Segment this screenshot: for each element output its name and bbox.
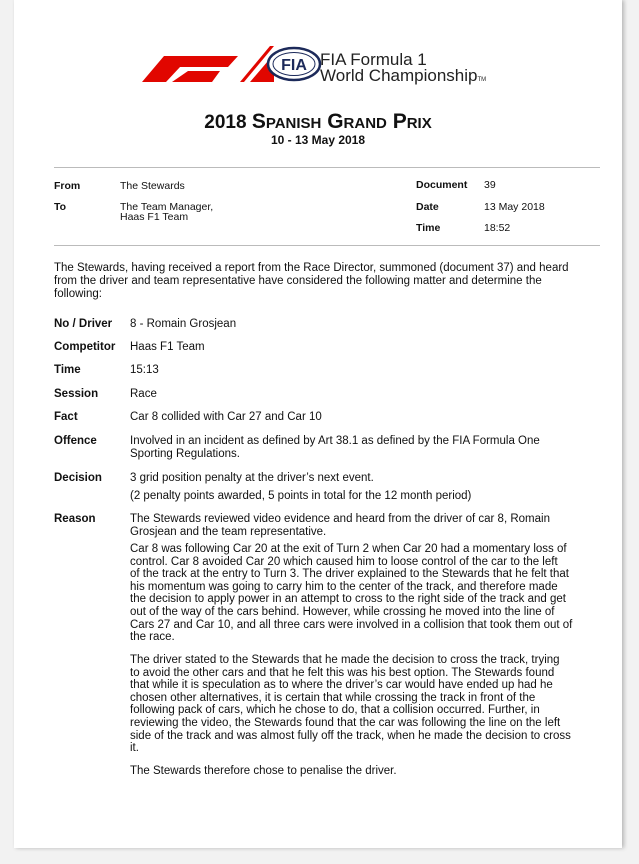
intro-paragraph [54,262,602,301]
time-label: Time [416,222,441,234]
reason-line: his momentum was going to carry him to the center of the track, and therefore made [130,580,558,593]
incident-time-label: Time [54,364,81,376]
brand-line-2-text: World Championship [320,66,478,85]
offence-label: Offence [54,435,97,447]
session-value: Race [130,388,157,400]
title-event: Spanish Grand Prix [251,110,432,133]
reason-line: it. [130,742,139,755]
fact-label: Fact [54,411,78,423]
brand-line-2 [320,66,486,86]
reason-line: The driver stated to the Stewards that he made the decision to cross the track, trying [130,654,560,666]
decision-line-1: 3 grid position penalty at the driver’s next event. [130,472,374,484]
date-label: Date [416,201,439,213]
reason-line: the race. [130,631,175,644]
driver-value: 8 - Romain Grosjean [130,318,237,330]
reason-line: side of the track and was almost fully off the track, when he made the decision to cross [130,729,571,742]
reason-line: of the track at the entry to Turn 3. The driver explained to the Stewards that he felt that [130,568,569,581]
header-bottom-rule [54,245,600,246]
reason-line: that while it is speculation as to where the driver’s car would have ended up had he [130,679,553,692]
reason-line: reviewing the video, the Stewards found that the car was following the line on the left [130,716,561,729]
trademark-mark: TM [477,77,487,83]
reason-line: Car 8 was following Car 20 at the exit of Turn 2 when Car 20 had a momentary loss of [130,543,567,555]
session-label: Session [54,388,99,400]
offence-line: Sporting Regulations. [130,447,240,460]
fact-value: Car 8 collided with Car 27 and Car 10 [130,411,322,423]
reason-line: Cars 27 and Car 10, and all three cars were involved in a collision that took them out of [130,618,573,631]
from-label: From [54,180,81,192]
decision-label: Decision [54,472,102,484]
offence-line: Involved in an incident as defined by Art 38.1 as defined by the FIA Formula One [130,435,540,447]
brand-line-1: FIA Formula 1 [320,50,427,69]
competitor-label: Competitor [54,341,116,353]
from-value: The Stewards [120,180,185,192]
document-page [14,0,622,848]
driver-label: No / Driver [54,318,113,330]
reason-line: chosen other alternatives, it is certain that while crossing the track in front of the [130,691,536,704]
header-top-rule [54,167,600,168]
reason-paragraph-3 [130,654,571,755]
reason-line: The Stewards reviewed video evidence and heard from the driver of car 8, Romain [130,513,550,525]
reason-line: Grosjean and the team representative. [130,525,327,538]
fia-badge-icon [266,46,322,82]
reason-paragraph-4: The Stewards therefore chose to penalise the driver. [130,765,397,777]
to-value-line-1: The Team Manager, [120,201,214,213]
offence-value [130,435,540,460]
reason-paragraph-2 [130,543,572,644]
date-value: 13 May 2018 [484,201,545,213]
reason-paragraph-1 [130,513,550,538]
title-year: 2018 [204,112,252,133]
page-title [14,110,622,134]
reason-line: the decision to apply power in an attempt to cross to the right side of the track and get [130,593,566,606]
intro-line: from the driver and team representative have considered the following matter and determine the [54,275,542,287]
event-dates: 10 - 13 May 2018 [270,133,366,147]
reason-line: control. Car 8 avoided Car 20 which caused him to loose control of the car to the left [130,555,558,568]
f1-logo-icon [138,42,278,86]
reason-line: out of the way of the cars behind. However, while crossing he moved into the line of [130,605,555,618]
reason-line: following pack of cars, which he chose to do, that a collision occurred. Further, in [130,704,540,717]
decision-line-2: (2 penalty points awarded, 5 points in total for the 12 month period) [130,490,472,502]
time-value: 18:52 [484,222,511,234]
fia-badge-text: FIA [281,57,307,74]
reason-label: Reason [54,513,96,525]
to-value-line-2: Haas F1 Team [120,211,189,223]
to-label: To [54,201,67,213]
competitor-value: Haas F1 Team [130,341,205,353]
document-label: Document [416,179,468,191]
reason-line: to avoid the other cars and that he felt this was his best option. The Stewards found [130,666,555,679]
intro-line: following: [54,288,102,300]
incident-time-value: 15:13 [130,364,159,376]
document-value: 39 [484,179,496,191]
intro-line: The Stewards, having received a report from the Race Director, summoned (document 37) and heard [54,262,569,274]
